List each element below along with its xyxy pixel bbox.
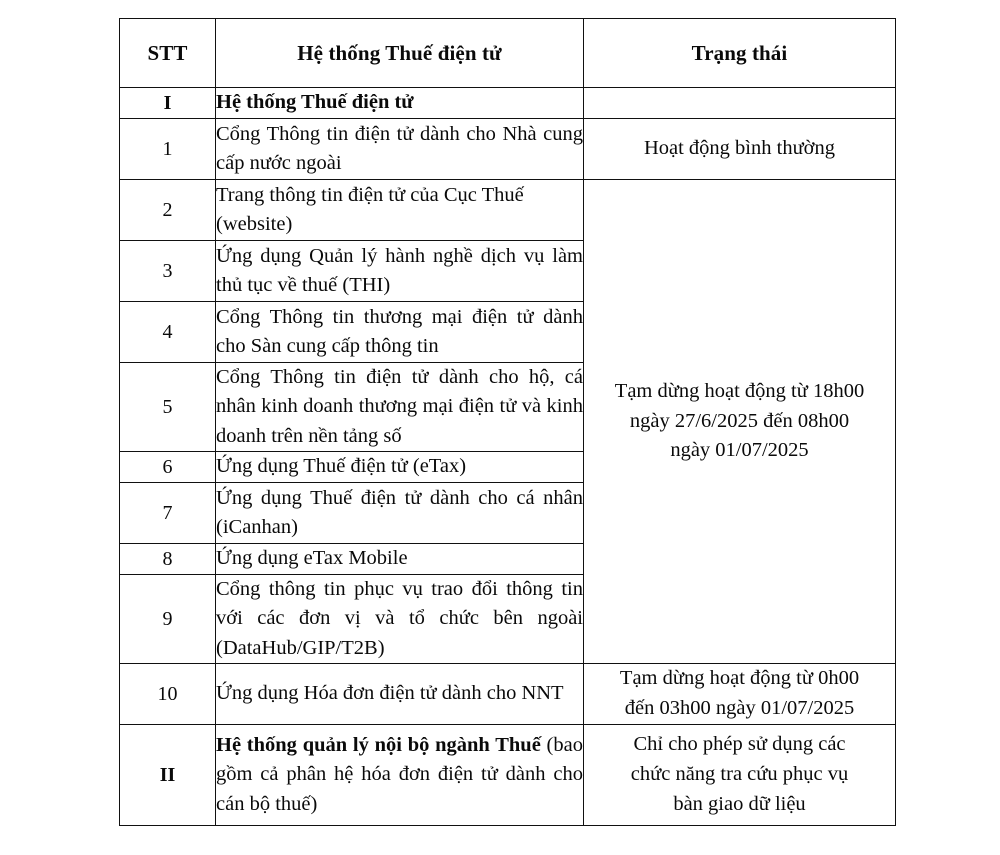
status-line: Hoạt động bình thường <box>643 137 836 160</box>
row-status <box>584 119 896 180</box>
row-system-name: Ứng dụng eTax Mobile <box>216 544 584 575</box>
row-system-name: Cổng Thông tin điện tử dành cho Nhà cung cấp nước ngoài <box>216 119 584 180</box>
status-line: ngày 01/07/2025 <box>670 439 809 462</box>
status-line: bàn giao dữ liệu <box>673 792 806 815</box>
row-system-name: Ứng dụng Thuế điện tử dành cho cá nhân (iCanhan) <box>216 483 584 544</box>
row-system-name: Hệ thống Thuế điện tử <box>216 88 584 119</box>
row-system-name: Ứng dụng Thuế điện tử (eTax) <box>216 452 584 483</box>
row-system-name: Cổng Thông tin điện tử dành cho hộ, cá nhân kinh doanh thương mại điện tử và kinh doanh trên nền tảng số <box>216 363 584 452</box>
table-row <box>120 664 896 725</box>
row-system-name: Trang thông tin điện tử của Cục Thuế (website) <box>216 180 584 241</box>
row-index: 9 <box>120 575 216 664</box>
merged-status-cell <box>584 180 896 664</box>
row-system-name: Cổng Thông tin thương mại điện tử dành cho Sàn cung cấp thông tin <box>216 302 584 363</box>
row-index: 6 <box>120 452 216 483</box>
status-line: Chỉ cho phép sử dụng các <box>633 733 846 756</box>
column-header-stt: STT <box>120 19 216 88</box>
row-index: 10 <box>120 664 216 725</box>
row-status <box>584 664 896 725</box>
row-system-name: Cổng thông tin phục vụ trao đổi thông tin với các đơn vị và tổ chức bên ngoài (DataHub/GIP/T2B) <box>216 575 584 664</box>
row-index: 4 <box>120 302 216 363</box>
table-row <box>120 119 896 180</box>
table-row <box>120 180 896 241</box>
status-table-wrapper <box>119 18 895 826</box>
table-row <box>120 88 896 119</box>
column-header-system: Hệ thống Thuế điện tử <box>216 19 584 88</box>
row-system-name-rest: (bao gồm cả phân hệ hóa đơn điện tử dành cho cán bộ thuế) <box>216 734 583 815</box>
row-index: II <box>120 725 216 826</box>
row-system-name-bold: Hệ thống quản lý nội bộ ngành Thuế <box>216 734 541 757</box>
status-line: chức năng tra cứu phục vụ <box>630 763 849 786</box>
table-row <box>120 725 896 826</box>
row-index: I <box>120 88 216 119</box>
status-line: đến 03h00 ngày 01/07/2025 <box>624 697 855 719</box>
row-status <box>584 88 896 119</box>
row-index: 3 <box>120 241 216 302</box>
row-index: 8 <box>120 544 216 575</box>
row-system-name: Ứng dụng Quản lý hành nghề dịch vụ làm thủ tục về thuế (THI) <box>216 241 584 302</box>
status-line: ngày 27/6/2025 đến 08h00 <box>629 409 850 432</box>
row-index: 1 <box>120 119 216 180</box>
status-line: Tạm dừng hoạt động từ 0h00 <box>619 667 860 690</box>
status-line: Tạm dừng hoạt động từ 18h00 <box>614 379 865 402</box>
row-index: 5 <box>120 363 216 452</box>
row-status <box>584 725 896 826</box>
row-system-name: Ứng dụng Hóa đơn điện tử dành cho NNT <box>216 664 584 725</box>
status-table <box>119 18 896 826</box>
row-index: 7 <box>120 483 216 544</box>
column-header-status: Trạng thái <box>584 19 896 88</box>
table-header-row <box>120 19 896 88</box>
row-index: 2 <box>120 180 216 241</box>
row-system-name <box>216 725 584 826</box>
